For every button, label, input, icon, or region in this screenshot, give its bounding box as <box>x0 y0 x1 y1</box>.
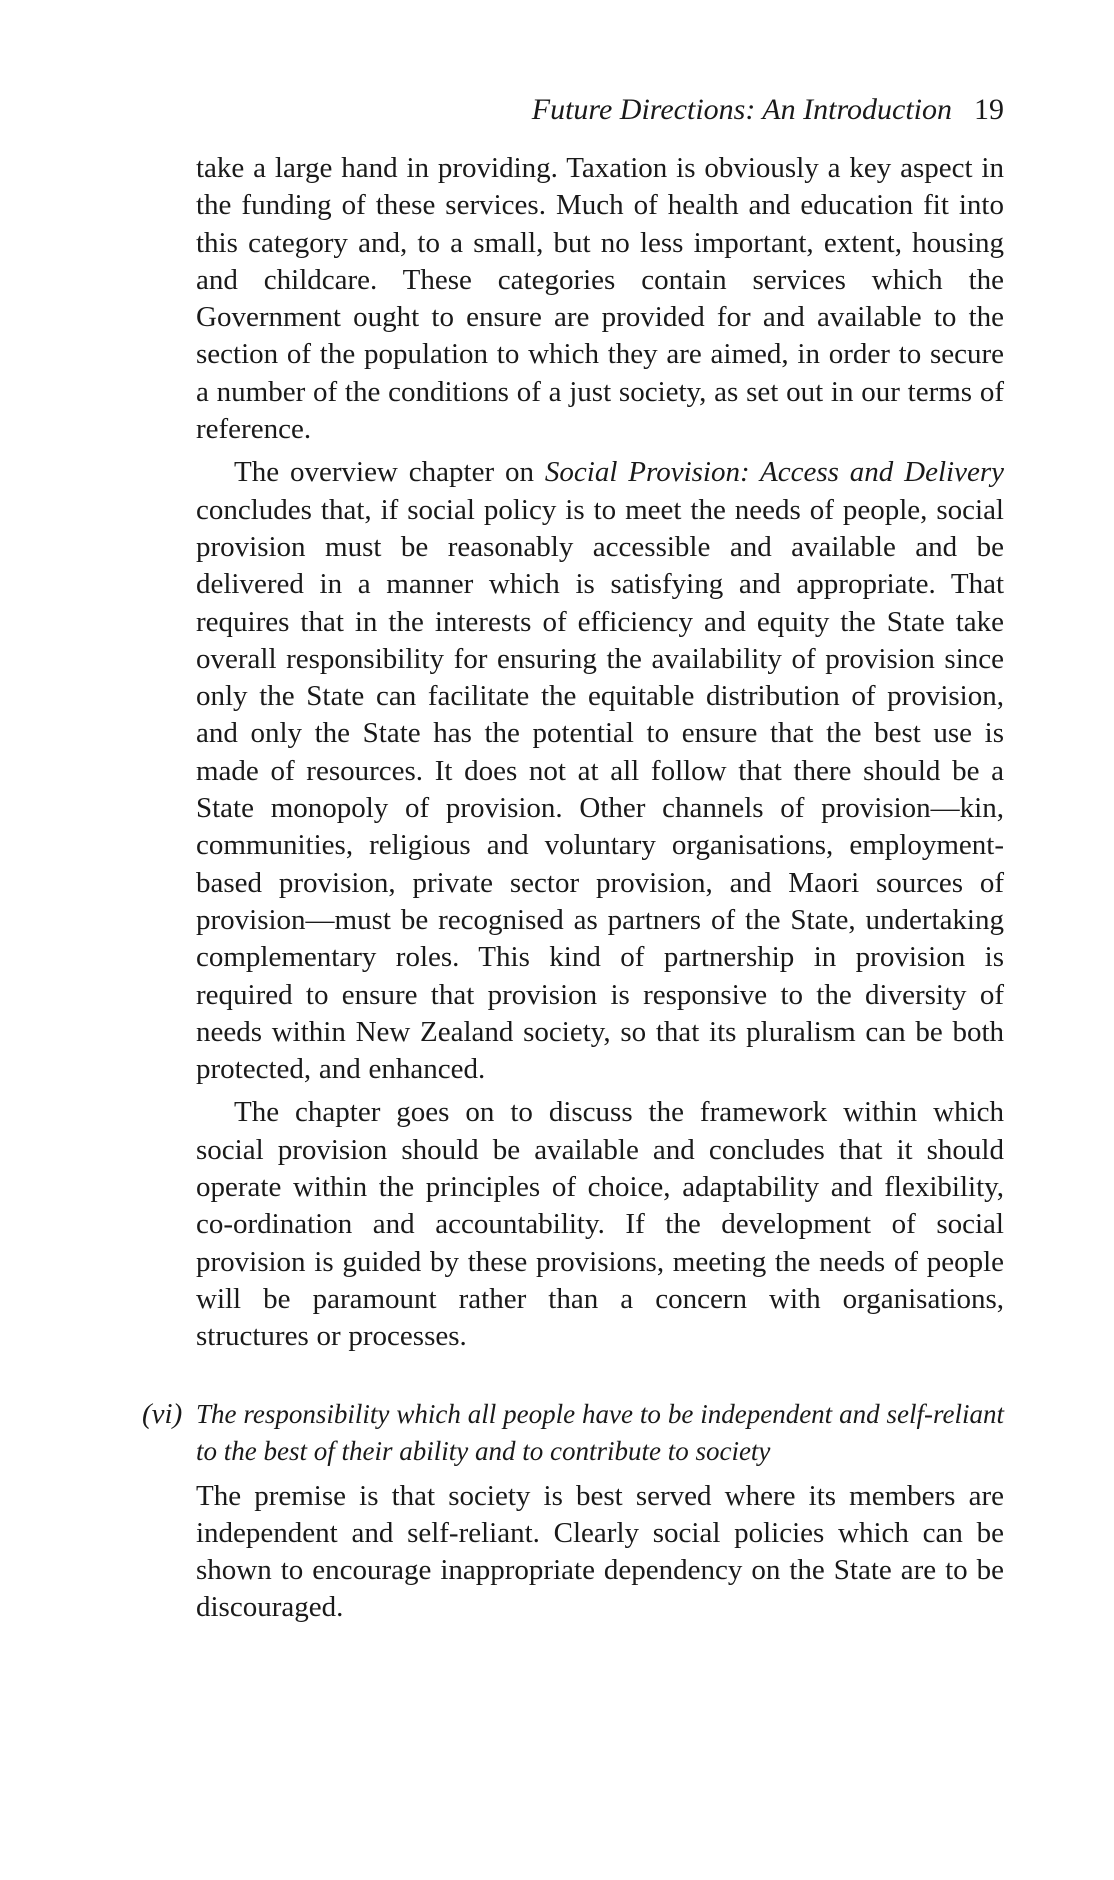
chapter-title-reference: Social Provision: Access and Delivery <box>544 456 1004 489</box>
section-vi <box>142 1396 1004 1627</box>
running-head <box>196 92 1004 128</box>
running-head-title: Future Directions: An Introduction <box>531 93 952 126</box>
body-text <box>142 150 1004 1627</box>
paragraph-continued: take a large hand in providing. Taxation is obviously a key aspect in the funding of these services. Much of health and education fit into this category and, to a small, but no less important, extent, housing and childcare. These categories contain services which the Government ought to ensure are provided for and available to the section of the population to which they are aimed, in order to secure a number of the conditions of a just society, as set out in our terms of reference. <box>196 152 1004 446</box>
paragraph-body-text: concludes that, if social policy is to meet the needs of people, social provision must be reasonably accessible and available and be delivered in a manner which is satisfying and appropriate. That requires that in the interests of efficiency and equity the State take overall responsibility for ensuring the availability of provision since only the State can facilitate the equitable distribution of provision, and only the State has the potential to ensure that the best use is made of resources. It does not at all follow that there should be a State monopoly of provision. Other channels of provision—kin, communities, religious and voluntary organisations, employment-based provision, private sector provision, and Maori sources of provision—must be recognised as partners of the State, undertaking complementary roles. This kind of partnership in provision is required to ensure that provision is responsive to the diversity of needs within New Zealand society, so that its pluralism can be both protected, and enhanced. <box>196 493 1004 1086</box>
paragraph-social-provision <box>196 454 1004 1088</box>
section-heading: The responsibility which all people have to be independent and self-reliant to the best of their ability and to contribute to society <box>196 1398 1004 1466</box>
section-paragraph: The premise is that society is best served where its members are independent and self-reliant. Clearly social policies which can be shown to encourage inappropriate dependency on the State are to be discouraged. <box>196 1479 1004 1624</box>
section-number: (vi) <box>142 1397 183 1430</box>
paragraph-framework: The chapter goes on to discuss the framework within which social provision should be available and concludes that it should operate within the principles of choice, adaptability and flexibility, co-ordination and accountability. If the development of social provision is guided by these provisions, meeting the needs of people will be paramount rather than a concern with organisations, structures or processes. <box>196 1096 1004 1353</box>
paragraph-intro-text: The overview chapter on <box>234 456 545 489</box>
page-number: 19 <box>974 93 1004 126</box>
